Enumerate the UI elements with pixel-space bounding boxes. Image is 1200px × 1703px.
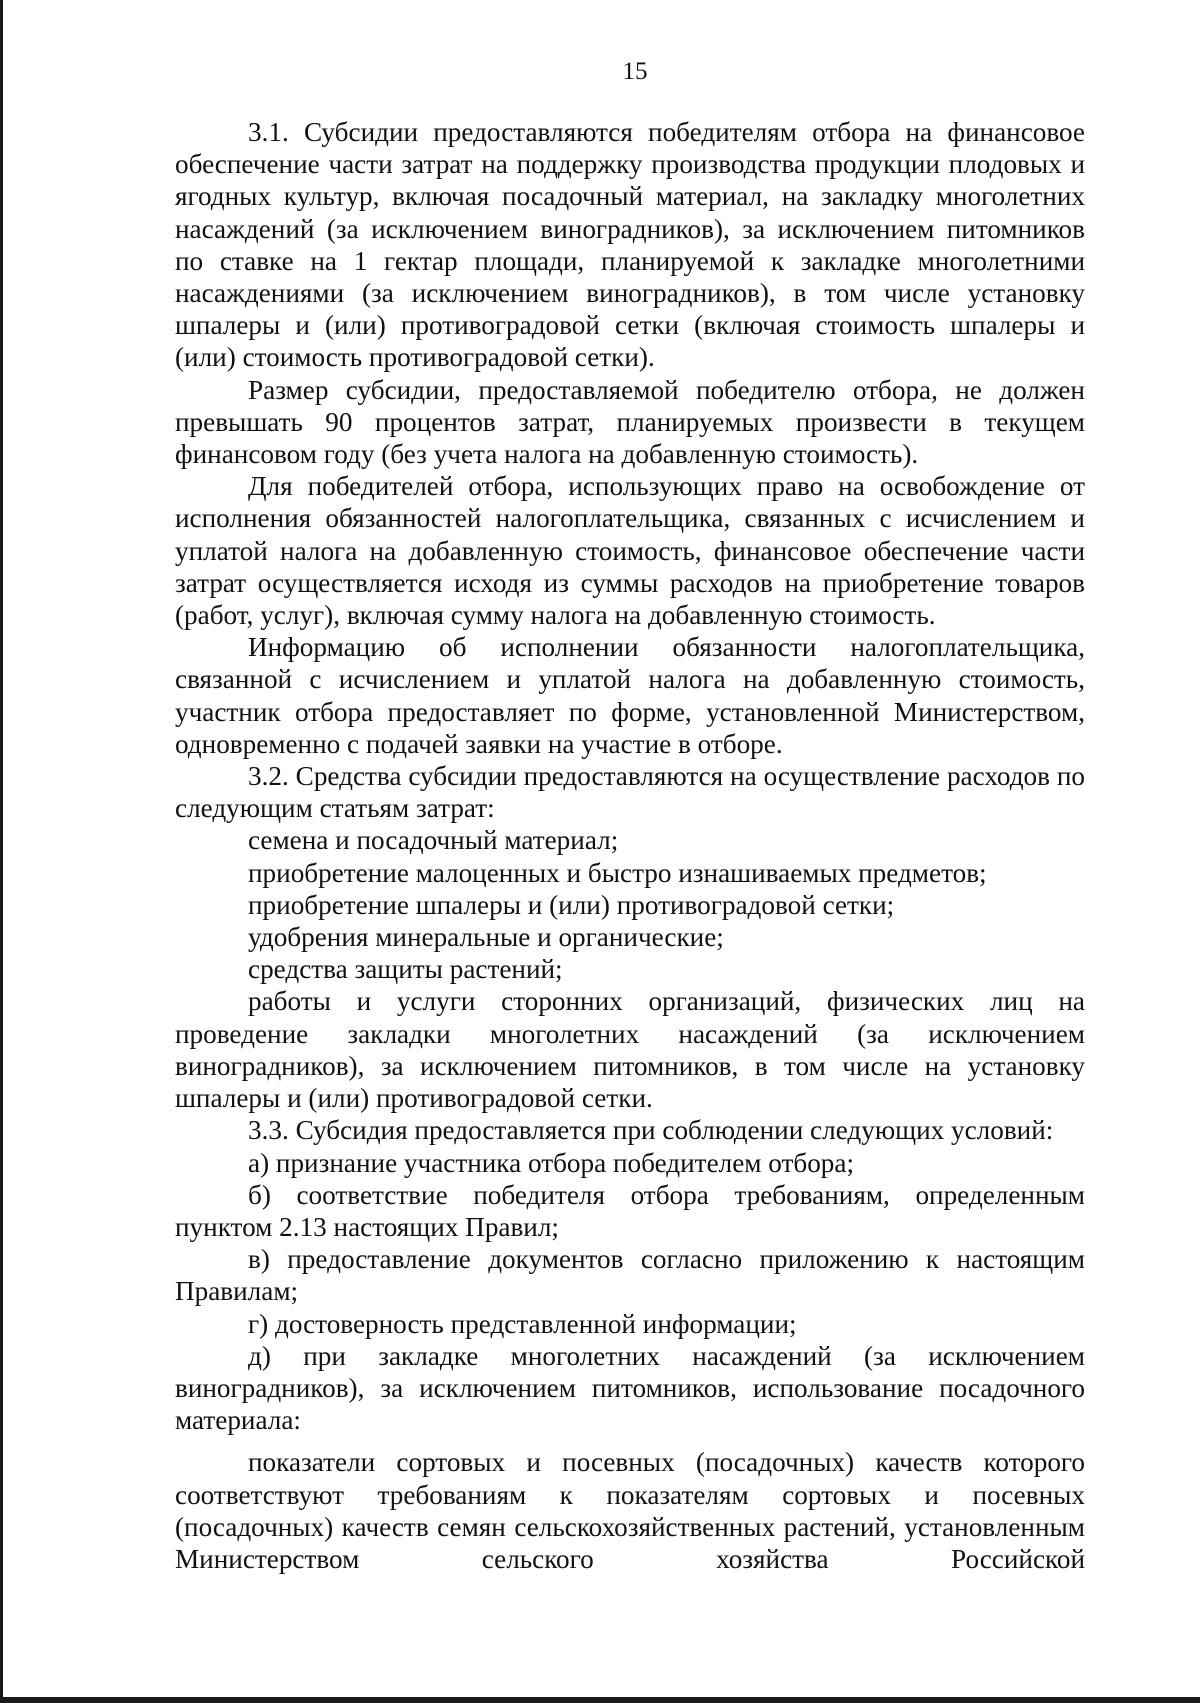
document-body xyxy=(175,116,1085,1575)
list-item-seeds: семена и посадочный материал; xyxy=(248,825,619,856)
list-item-fertilizers: удобрения минеральные и органические; xyxy=(248,922,724,953)
scan-left-edge xyxy=(0,0,3,1703)
condition-g: г) достоверность представленной информации; xyxy=(248,1308,797,1339)
paragraph-subsidy-size: Размер субсидии, предоставляемой победителю отбора, не должен превышать 90 процентов затрат, планируемых произвести в текущем финансовом году (без учета налога на добавленную стоимость). xyxy=(175,374,1085,470)
paragraph-vat-exempt: Для победителей отбора, использующих право на освобождение от исполнения обязанностей налогоплательщика, связанных с исчислением и уплатой налога на добавленную стоимость, финансовое обеспечение части затрат осуществляется исходя из суммы расходов на приобретение товаров (работ, услуг), включая сумму налога на добавленную стоимость. xyxy=(175,471,1085,631)
paragraph-planting-material-quality: показатели сортовых и посевных (посадочных) качеств которого соответствуют требованиям к показателям сортовых и посевных (посадочных) качеств семян сельскохозяйственных растений, установленным Министерством сельского хозяйства Российской xyxy=(175,1447,1085,1574)
paragraph-3-1: 3.1. Субсидии предоставляются победителям отбора на финансовое обеспечение части затрат на поддержку производства продукции плодовых и ягодных культур, включая посадочный материал, на закладку многолетних насаждений (за исключением виноградников), за исключением питомников по ставке на 1 гектар площади, планируемой к закладке многолетними насаждениями (за исключением виноградников), в том числе установку шпалеры и (или) противоградовой сетки (включая стоимость шпалеры и (или) стоимость противоградовой сетки). xyxy=(175,117,1085,373)
list-item-plant-protection: средства защиты растений; xyxy=(248,954,563,985)
list-item-low-value-items: приобретение малоценных и быстро изнашиваемых предметов; xyxy=(248,857,987,888)
paragraph-3-3: 3.3. Субсидия предоставляется при соблюдении следующих условий: xyxy=(248,1115,1054,1146)
page-number: 15 xyxy=(622,58,648,85)
condition-b: б) соответствие победителя отбора требованиям, определенным пунктом 2.13 настоящих Правил; xyxy=(175,1179,1085,1242)
list-item-trellis: приобретение шпалеры и (или) противоградовой сетки; xyxy=(248,889,895,920)
condition-v: в) предоставление документов согласно приложению к настоящим Правилам; xyxy=(175,1244,1085,1307)
condition-d: д) при закладке многолетних насаждений (за исключением виноградников), за исключением питомников, использование посадочного материала: xyxy=(175,1340,1085,1436)
paragraph-vat-info: Информацию об исполнении обязанности налогоплательщика, связанной с исчислением и уплатой налога на добавленную стоимость, участник отбора предоставляет по форме, установленной Министерством, одновременно с подачей заявки на участие в отборе. xyxy=(175,632,1085,759)
condition-a: а) признание участника отбора победителем отбора; xyxy=(248,1147,855,1178)
scan-bottom-edge xyxy=(0,1697,1200,1703)
list-item-third-party-works: работы и услуги сторонних организаций, физических лиц на проведение закладки многолетних насаждений (за исключением виноградников), за исключением питомников, в том числе на установку шпалеры и (или) противоградовой сетки. xyxy=(175,986,1085,1114)
paragraph-3-2: 3.2. Средства субсидии предоставляются на осуществление расходов по следующим статьям затрат: xyxy=(175,761,1085,824)
